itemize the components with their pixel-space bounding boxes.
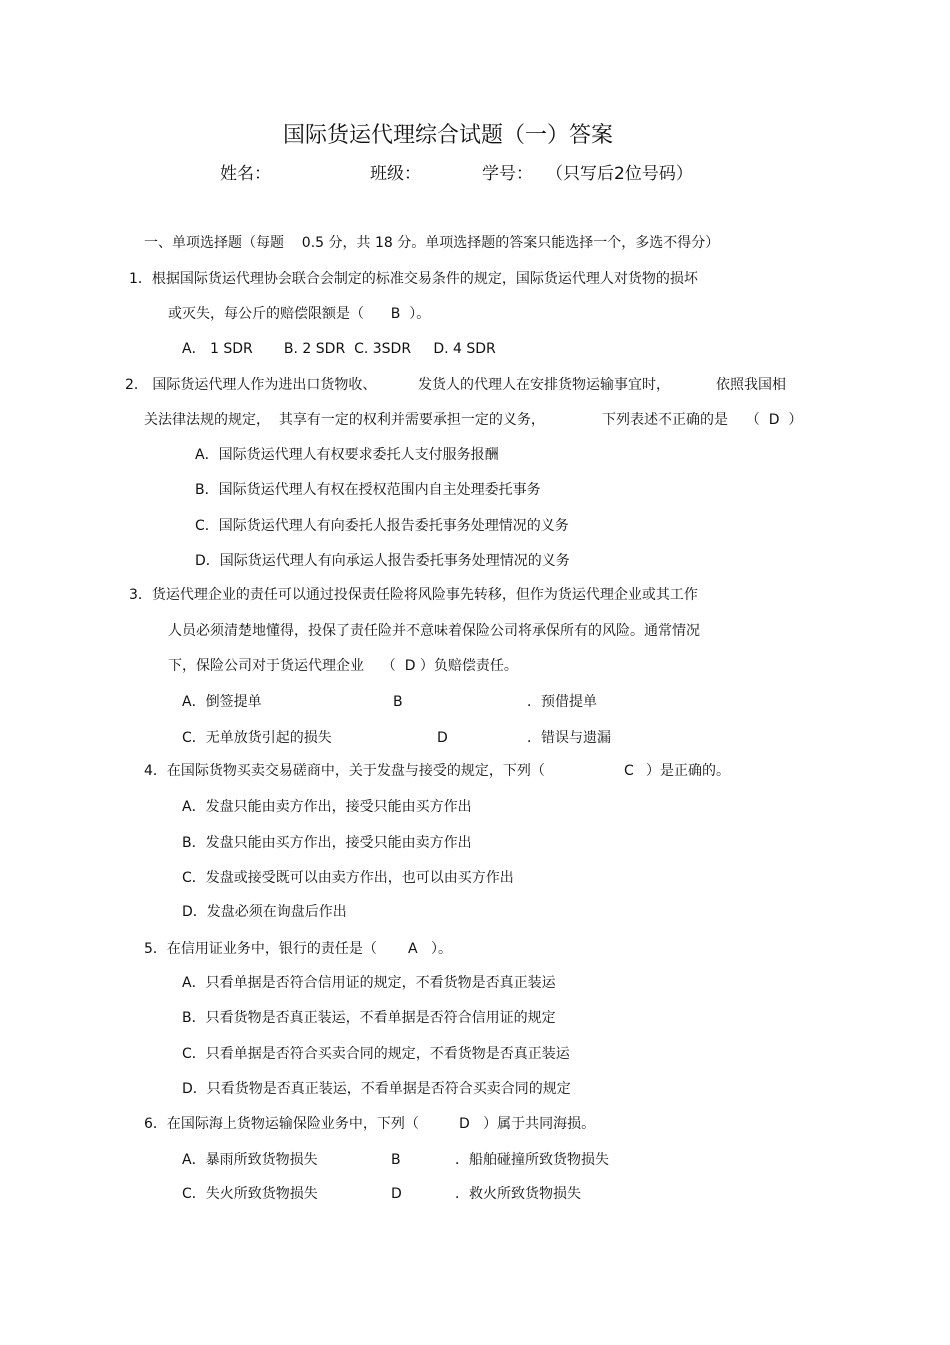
q3-option-b: ．预借提单 — [527, 694, 597, 710]
q3-option-d-letter: D — [437, 730, 448, 746]
q2-line2a: 关法律法规的规定， 其享有一定的权利并需要承担一定的义务， — [144, 412, 545, 428]
q6-option-d: ．救火所致货物损失 — [455, 1186, 581, 1202]
q3-option-c: C．无单放货引起的损失 — [182, 730, 332, 746]
name-label: 姓名： — [220, 164, 271, 184]
q2-line1c: 依照我国相 — [716, 377, 786, 393]
q6-line1: 6．在国际海上货物运输保险业务中，下列（ D ）属于共同海损。 — [144, 1116, 596, 1132]
section-heading: 一、单项选择题（每题 0.5 分，共 18 分。单项选择题的答案只能选择一个，多选不得分） — [144, 235, 720, 251]
q6-option-d-letter: D — [391, 1186, 402, 1202]
q6-option-c: C．失火所致货物损失 — [182, 1186, 318, 1202]
q5-line1: 5．在信用证业务中，银行的责任是（ A ）。 — [144, 941, 452, 957]
q1-line1: 1．根据国际货运代理协会联合会制定的标准交易条件的规定，国际货运代理人对货物的损坏 — [129, 271, 698, 287]
id-label: 学号： — [482, 164, 533, 184]
q3-option-a: A．倒签提单 — [182, 694, 262, 710]
q2-line1a: 2． 国际货运代理人作为进出口货物收、 — [125, 377, 377, 393]
q3-line3: 下，保险公司对于货运代理企业 （ D ）负赔偿责任。 — [168, 658, 518, 674]
q3-option-d: ．错误与遗漏 — [527, 730, 611, 746]
q3-option-b-letter: B — [393, 694, 403, 710]
page-title: 国际货运代理综合试题（一）答案 — [283, 123, 614, 148]
q6-option-b-letter: B — [391, 1152, 401, 1168]
q4-option-d: D．发盘必须在询盘后作出 — [182, 904, 347, 920]
q1-options: A． 1 SDR B. 2 SDR C. 3SDR D. 4 SDR — [182, 341, 496, 357]
q2-line1b: 发货人的代理人在安排货物运输事宜时， — [418, 377, 670, 393]
q5-option-c: C．只看单据是否符合买卖合同的规定，不看货物是否真正装运 — [182, 1046, 570, 1062]
q3-line2: 人员必须清楚地懂得，投保了责任险并不意味着保险公司将承保所有的风险。通常情况 — [168, 623, 700, 639]
q5-option-d: D．只看货物是否真正装运，不看单据是否符合买卖合同的规定 — [182, 1081, 571, 1097]
q5-option-b: B．只看货物是否真正装运，不看单据是否符合信用证的规定 — [182, 1010, 556, 1026]
q2-option-c: C．国际货运代理人有向委托人报告委托事务处理情况的义务 — [195, 518, 569, 534]
q6-option-b: ．船舶碰撞所致货物损失 — [455, 1152, 609, 1168]
q4-line1b: ）是正确的。 — [646, 763, 730, 779]
q2-line2b: 下列表述不正确的是 （ D ） — [602, 412, 803, 428]
q3-line1: 3．货运代理企业的责任可以通过投保责任险将风险事先转移，但作为货运代理企业或其工作 — [129, 587, 698, 603]
q2-option-a: A．国际货运代理人有权要求委托人支付服务报酬 — [195, 447, 499, 463]
q1-line2: 或灭失，每公斤的赔偿限额是（ B ）。 — [168, 306, 431, 322]
q4-option-c: C．发盘或接受既可以由卖方作出，也可以由买方作出 — [182, 870, 514, 886]
class-label: 班级： — [370, 164, 421, 184]
q4-option-b: B．发盘只能由买方作出，接受只能由卖方作出 — [182, 835, 472, 851]
q4-option-a: A．发盘只能由卖方作出，接受只能由买方作出 — [182, 799, 472, 815]
q5-option-a: A．只看单据是否符合信用证的规定，不看货物是否真正装运 — [182, 975, 556, 991]
q4-answer: C — [624, 763, 634, 779]
q4-line1a: 4．在国际货物买卖交易磋商中，关于发盘与接受的规定，下列（ — [144, 763, 545, 779]
q2-option-b: B．国际货运代理人有权在授权范围内自主处理委托事务 — [195, 482, 541, 498]
id-note: （只写后2位号码） — [546, 164, 693, 184]
q2-option-d: D．国际货运代理人有向承运人报告委托事务处理情况的义务 — [195, 553, 570, 569]
q6-option-a: A．暴雨所致货物损失 — [182, 1152, 318, 1168]
